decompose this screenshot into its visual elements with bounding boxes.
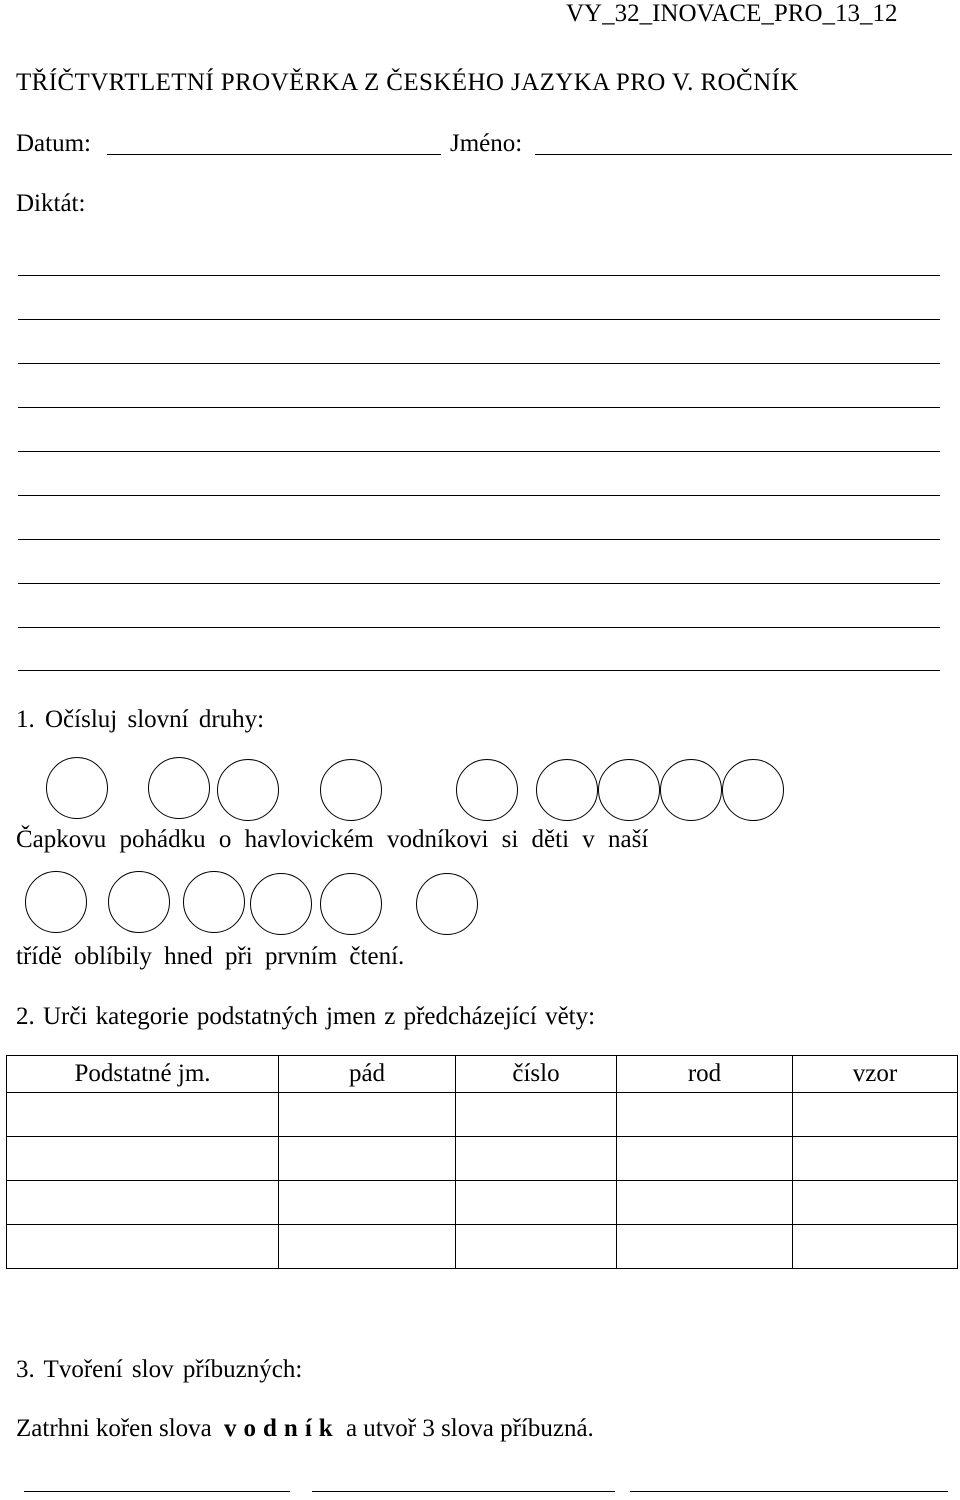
column-header-pattern: vzor [793, 1056, 958, 1093]
dictation-line[interactable] [18, 670, 940, 671]
page-title: TŘÍČTVRTLETNÍ PROVĚRKA Z ČESKÉHO JAZYKA PRO V. ROČNÍK [16, 69, 799, 96]
table-cell[interactable] [456, 1225, 617, 1269]
table-cell[interactable] [617, 1137, 793, 1181]
name-field[interactable] [535, 154, 952, 155]
dictation-line[interactable] [18, 495, 940, 496]
table-cell[interactable] [793, 1181, 958, 1225]
answer-circle[interactable] [250, 873, 312, 935]
task1-sentence-line2: třídě oblíbily hned při prvním čtení. [16, 943, 405, 970]
task3-instruction-after: a utvoř 3 slova příbuzná. [345, 1415, 594, 1442]
dictation-line[interactable] [18, 407, 940, 408]
answer-circle[interactable] [25, 871, 87, 933]
noun-categories-table [6, 1055, 958, 1269]
dictation-line[interactable] [18, 583, 940, 584]
table-cell[interactable] [617, 1225, 793, 1269]
task1-sentence-line1: Čapkovu pohádku o havlovickém vodníkovi si děti v naší [16, 826, 649, 853]
dictation-line[interactable] [18, 363, 940, 364]
column-header-case: pád [279, 1056, 456, 1093]
table-cell[interactable] [279, 1093, 456, 1137]
table-row [7, 1181, 958, 1225]
task3-instruction-before: Zatrhni kořen slova [16, 1415, 212, 1442]
dictation-line[interactable] [18, 539, 940, 540]
table-cell[interactable] [456, 1137, 617, 1181]
table-row [7, 1225, 958, 1269]
answer-circle[interactable] [320, 873, 382, 935]
answer-line[interactable] [630, 1491, 948, 1492]
answer-circle[interactable] [148, 757, 210, 819]
table-cell[interactable] [7, 1225, 279, 1269]
answer-circle[interactable] [416, 873, 478, 935]
table-cell[interactable] [793, 1225, 958, 1269]
answer-circle[interactable] [108, 871, 170, 933]
table-cell[interactable] [7, 1093, 279, 1137]
answer-circle[interactable] [183, 871, 245, 933]
column-header-noun: Podstatné jm. [7, 1056, 279, 1093]
table-cell[interactable] [279, 1137, 456, 1181]
table-cell[interactable] [793, 1137, 958, 1181]
task2-title: 2. Urči kategorie podstatných jmen z předcházející věty: [16, 1003, 596, 1030]
doc-code: VY_32_INOVACE_PRO_13_12 [566, 0, 898, 27]
table-row [7, 1137, 958, 1181]
table-cell[interactable] [617, 1093, 793, 1137]
column-header-gender: rod [617, 1056, 793, 1093]
answer-circle[interactable] [217, 759, 279, 821]
answer-circle[interactable] [320, 759, 382, 821]
answer-circle[interactable] [46, 757, 108, 819]
answer-circle[interactable] [536, 759, 598, 821]
table-cell[interactable] [793, 1093, 958, 1137]
table-row [7, 1093, 958, 1137]
dictation-line[interactable] [18, 451, 940, 452]
table-cell[interactable] [456, 1093, 617, 1137]
answer-line[interactable] [312, 1491, 615, 1492]
table-cell[interactable] [279, 1225, 456, 1269]
date-label: Datum: [16, 130, 91, 157]
task3-word: vodník [224, 1415, 340, 1442]
dictation-line[interactable] [18, 627, 940, 628]
dictation-line[interactable] [18, 275, 940, 276]
task3-instruction [16, 1416, 594, 1441]
answer-circle[interactable] [598, 759, 660, 821]
table-cell[interactable] [279, 1181, 456, 1225]
dictation-label: Diktát: [16, 190, 86, 217]
table-cell[interactable] [456, 1181, 617, 1225]
column-header-number: číslo [456, 1056, 617, 1093]
task3-title: 3. Tvoření slov příbuzných: [16, 1356, 303, 1383]
answer-circle[interactable] [722, 759, 784, 821]
name-label: Jméno: [450, 130, 523, 157]
table-cell[interactable] [7, 1137, 279, 1181]
table-header-row [7, 1056, 958, 1093]
table-cell[interactable] [7, 1181, 279, 1225]
task1-title: 1. Očísluj slovní druhy: [16, 706, 265, 733]
answer-circle[interactable] [456, 759, 518, 821]
table-cell[interactable] [617, 1181, 793, 1225]
answer-circle[interactable] [660, 759, 722, 821]
answer-line[interactable] [24, 1491, 290, 1492]
dictation-line[interactable] [18, 319, 940, 320]
date-field[interactable] [107, 154, 441, 155]
